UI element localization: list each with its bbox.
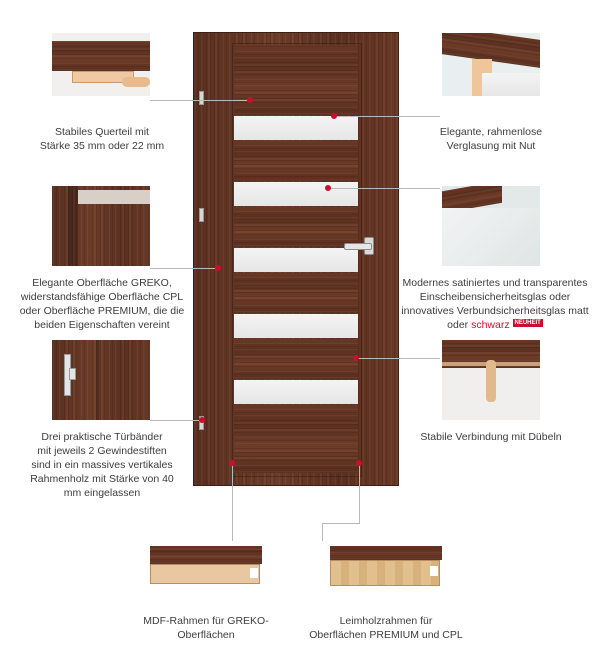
marker-dot [199,417,205,423]
accent-text: schwarz [471,319,510,331]
marker-dot [353,355,359,361]
door-rail [234,339,358,379]
caption-dowels: Stabile Verbindung mit Dübeln [420,431,562,443]
marker-dot [247,97,253,103]
caption-glued-frame: Leimholzrahmen für Oberflächen PREMIUM und CPL [309,615,463,641]
marker-dot [325,185,331,191]
caption-mdf-frame: MDF-Rahmen für GREKO- Oberflächen [143,615,269,641]
marker-dot [229,460,235,466]
glass-pane [234,116,358,140]
leader-line [150,100,250,101]
caption-glass: Modernes satiniertes und transparentes Einscheibensicherheitsglas oder innovatives Verbundsicherheitsglas matt oder schwarz NEUHEIT [401,277,589,331]
leader-line [356,358,440,359]
caption-crossbar: Stabiles Querteil mit Stärke 35 mm oder 22 mm [39,126,165,152]
caption-hinges: Drei praktische Türbänder mit jeweils 2 Gewindestiften sind in ein massives vertikales Rahmenholz mit Stärke von 40 mm eingelassen [30,431,174,499]
thumb-crossbar [52,33,150,96]
glass-pane [234,248,358,272]
caption-glazing: Elegante, rahmenlose Verglasung mit Nut [439,126,543,152]
thumb-mdf-frame [150,542,262,592]
thumb-glass [442,186,540,266]
thumb-glazing [442,33,540,96]
door-rail [234,273,358,313]
glass-pane [234,380,358,404]
leader-line [359,463,360,523]
thumb-dowel [442,340,540,420]
glass-pane [234,182,358,206]
marker-dot [331,113,337,119]
hinge-icon [199,208,204,222]
door-handle-icon [344,241,378,251]
door-rail [234,405,358,473]
thumb-glued-frame [330,542,442,592]
marker-dot [215,265,221,271]
new-badge: NEUHEIT [514,320,541,326]
leader-line [232,463,233,541]
thumb-surface [52,186,150,266]
leader-line [328,188,440,189]
leader-line [322,523,323,541]
glass-pane [234,314,358,338]
leader-line [150,420,202,421]
hinge-icon [199,91,204,105]
door-rail [234,141,358,181]
marker-dot [356,460,362,466]
leader-line [322,523,360,524]
leader-line [150,268,218,269]
door-rail [234,207,358,247]
thumb-hinge [52,340,150,420]
leader-line [334,116,440,117]
caption-surface: Elegante Oberfläche GREKO, widerstandsfähige Oberfläche CPL oder Oberfläche PREMIUM, die die beiden Eigenschaften vereint [19,277,185,331]
door-rail [234,45,358,115]
